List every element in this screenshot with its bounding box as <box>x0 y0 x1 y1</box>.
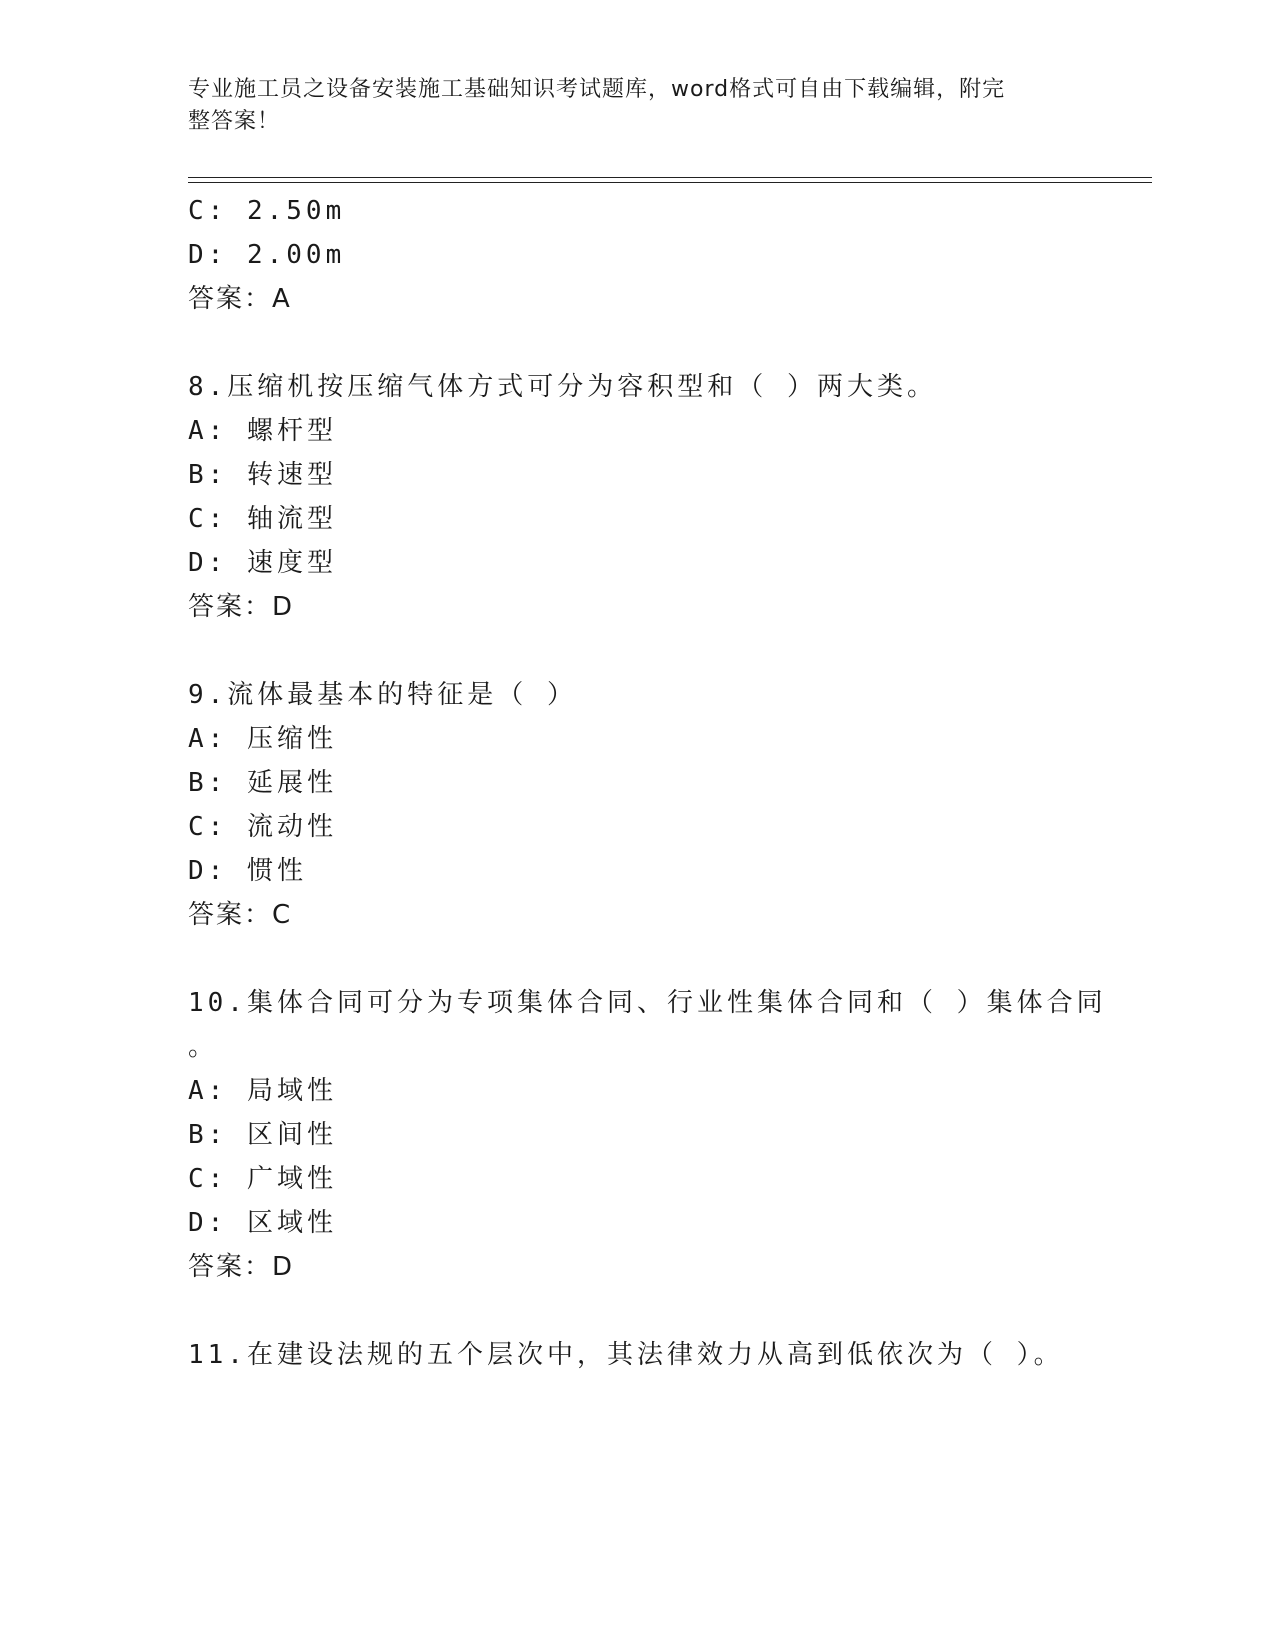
question-9-answer: 答案：C <box>188 900 293 930</box>
question-9-option-b: B: 延展性 <box>188 768 337 798</box>
question-8-answer: 答案：D <box>188 592 295 622</box>
header-divider-top <box>188 177 1152 178</box>
header-divider-bottom <box>188 182 1152 183</box>
prev-option-d: D: 2.00m <box>188 240 346 270</box>
question-10-option-a: A: 局域性 <box>188 1076 337 1106</box>
question-10-answer: 答案：D <box>188 1252 295 1282</box>
question-8-option-c: C: 轴流型 <box>188 504 337 534</box>
question-10-stem: 10.集体合同可分为专项集体合同、行业性集体合同和（ ）集体合同 <box>188 988 1107 1018</box>
document-header <box>188 74 1068 138</box>
prev-option-c: C: 2.50m <box>188 196 346 226</box>
question-9-option-c: C: 流动性 <box>188 812 337 842</box>
question-8-option-b: B: 转速型 <box>188 460 337 490</box>
question-8-option-d: D: 速度型 <box>188 548 337 578</box>
question-10-stem-continuation: 。 <box>188 1032 219 1062</box>
question-9-option-a: A: 压缩性 <box>188 724 337 754</box>
question-8-option-a: A: 螺杆型 <box>188 416 337 446</box>
header-line-1: 专业施工员之设备安装施工基础知识考试题库，word格式可自由下载编辑，附完 <box>188 77 1006 102</box>
question-9-option-d: D: 惯性 <box>188 856 307 886</box>
header-line-2: 整答案！ <box>188 109 281 134</box>
prev-answer: 答案：A <box>188 284 292 314</box>
question-11-stem: 11.在建设法规的五个层次中，其法律效力从高到低依次为（ ）。 <box>188 1340 1064 1370</box>
question-10-option-d: D: 区域性 <box>188 1208 337 1238</box>
question-10-option-c: C: 广域性 <box>188 1164 337 1194</box>
question-8-stem: 8.压缩机按压缩气体方式可分为容积型和（ ）两大类。 <box>188 372 937 402</box>
question-10-option-b: B: 区间性 <box>188 1120 337 1150</box>
question-9-stem: 9.流体最基本的特征是（ ） <box>188 680 577 710</box>
